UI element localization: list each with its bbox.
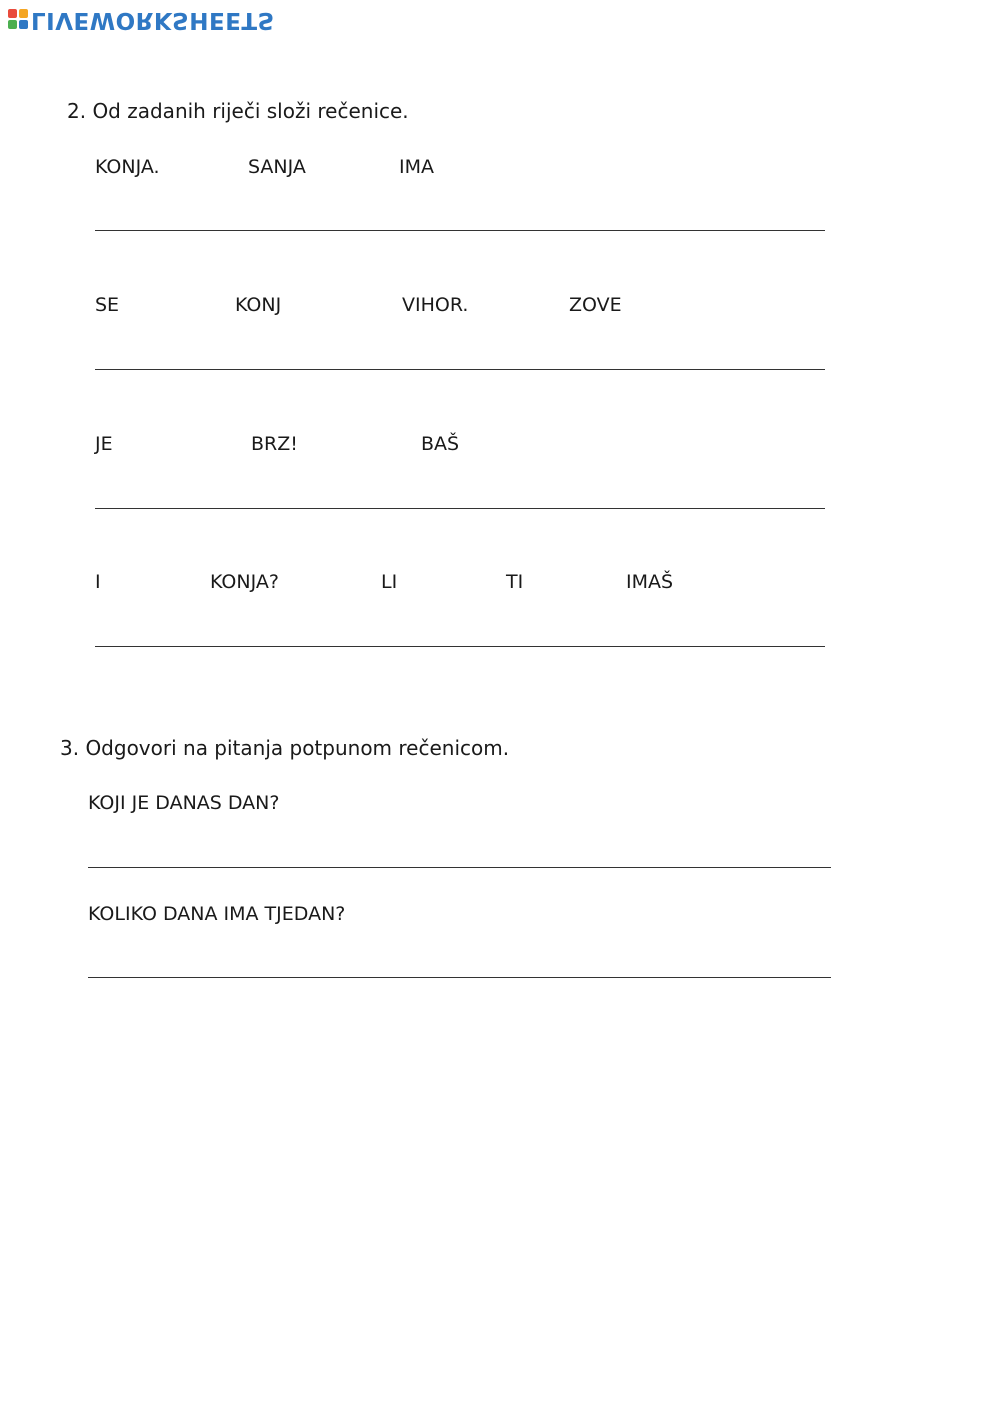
task3-heading: 3. Odgovori na pitanja potpunom rečenicom. — [60, 736, 510, 760]
question-1: KOJI JE DANAS DAN? — [88, 792, 280, 814]
word-chip: KONJA. — [95, 156, 160, 178]
word-chip: BRZ! — [251, 433, 298, 455]
word-chip: LI — [381, 571, 398, 593]
word-chip: ZOVE — [569, 294, 622, 316]
task2-heading: 2. Od zadanih riječi složi rečenice. — [67, 99, 409, 123]
word-chip: I — [95, 571, 101, 593]
logo-block — [8, 20, 17, 29]
answer-line-6[interactable] — [88, 977, 831, 978]
word-chip: KONJA? — [210, 571, 279, 593]
word-chip: BAŠ — [421, 433, 460, 455]
word-chip: IMA — [399, 156, 434, 178]
answer-line-4[interactable] — [95, 646, 825, 647]
logo-block — [8, 9, 17, 18]
word-chip: TI — [506, 571, 524, 593]
logo-block — [19, 20, 28, 29]
word-chip: IMAŠ — [626, 571, 674, 593]
logo-block — [19, 9, 28, 18]
answer-line-3[interactable] — [95, 508, 825, 509]
word-chip: SANJA — [248, 156, 306, 178]
logo-text: LIVEWORKSHEETS — [31, 6, 275, 33]
word-chip: KONJ — [235, 294, 282, 316]
word-chip: VIHOR. — [402, 294, 469, 316]
answer-line-2[interactable] — [95, 369, 825, 370]
answer-line-5[interactable] — [88, 867, 831, 868]
question-2: KOLIKO DANA IMA TJEDAN? — [88, 903, 346, 925]
logo-blocks-icon — [8, 9, 28, 29]
answer-line-1[interactable] — [95, 230, 825, 231]
word-chip: SE — [95, 294, 120, 316]
liveworksheets-logo — [8, 5, 275, 33]
word-chip: JE — [95, 433, 113, 455]
